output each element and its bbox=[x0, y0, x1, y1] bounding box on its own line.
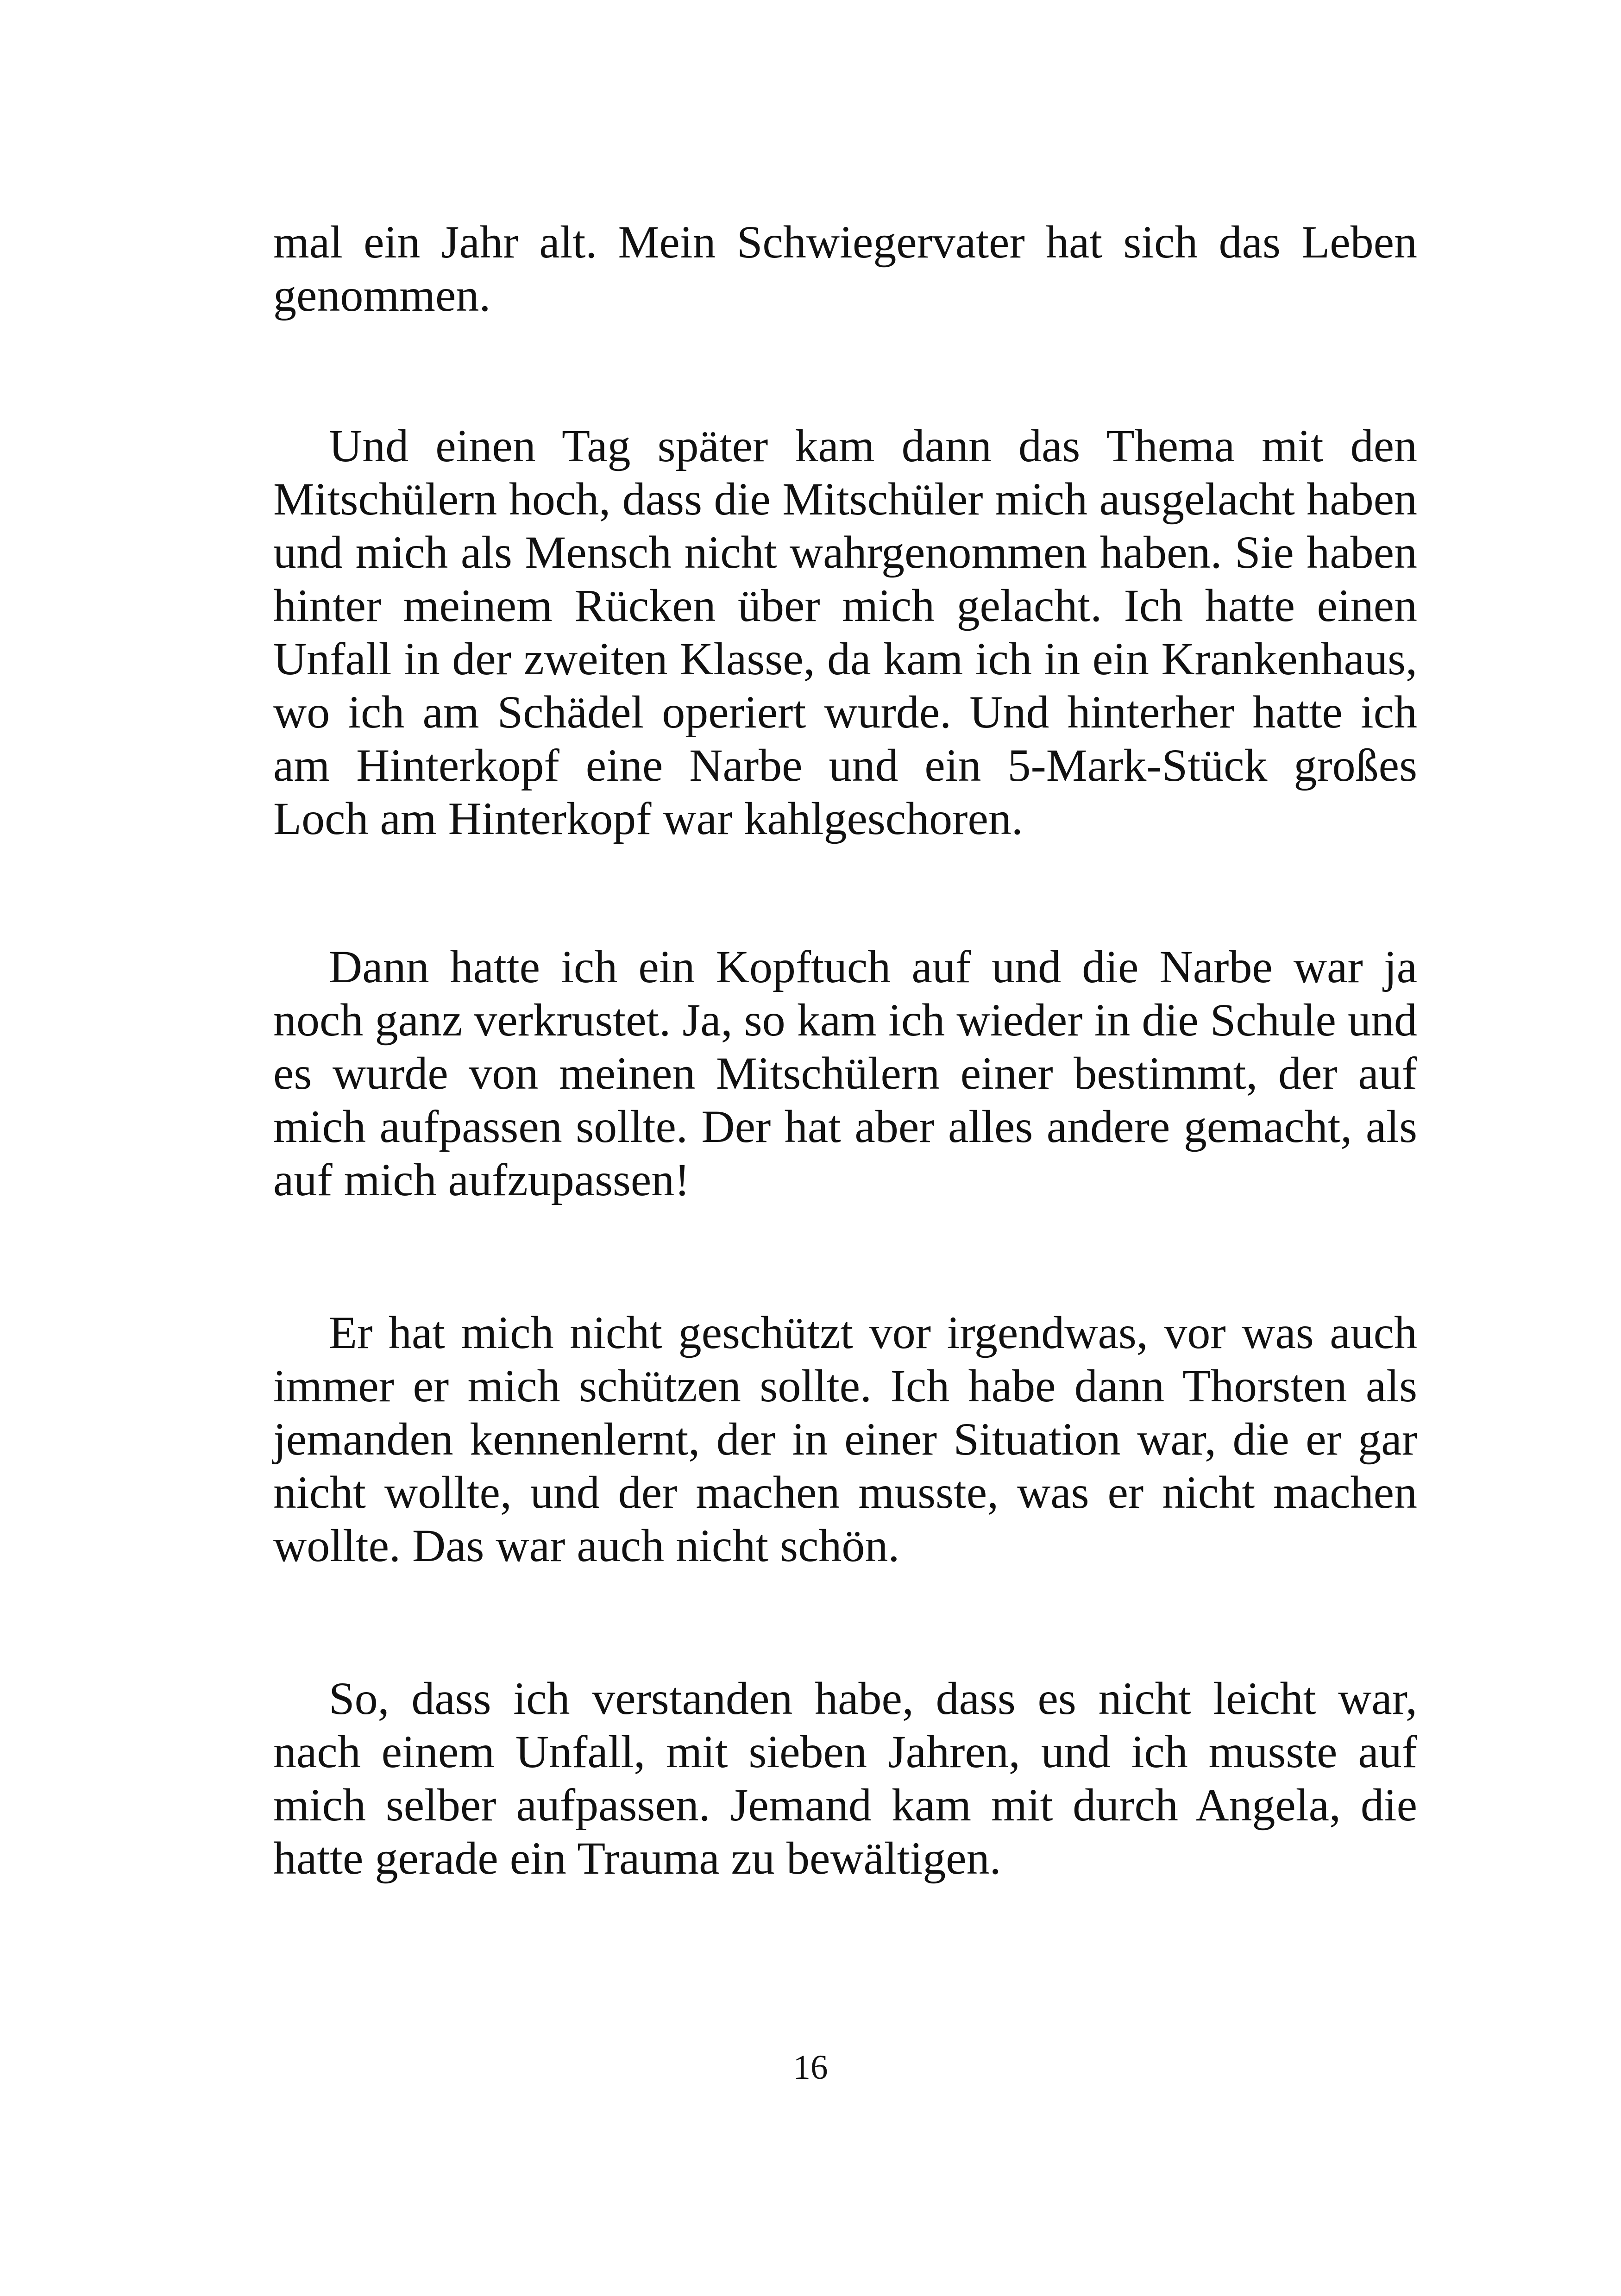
paragraph: So, dass ich verstanden habe, dass es nicht leicht war, nach einem Unfall, mit sieben Jahren, und ich musste auf mich selber aufpassen. Jemand kam mit durch Angela, die hatte gerade ein Trauma zu bewältigen. bbox=[273, 1673, 1417, 1884]
page-number: 16 bbox=[793, 2048, 828, 2087]
paragraph: Er hat mich nicht geschützt vor irgendwas, vor was auch immer er mich schützen sollte. Ich habe dann Thorsten als jemanden kennenlernt, der in einer Situation war, die er gar nicht wollte, und der machen musste, was er nicht machen wollte. Das war auch nicht schön. bbox=[273, 1307, 1417, 1571]
paragraph-continued: mal ein Jahr alt. Mein Schwiegervater hat sich das Leben genommen. bbox=[273, 216, 1417, 321]
paragraph: Dann hatte ich ein Kopftuch auf und die Narbe war ja noch ganz verkrustet. Ja, so kam ich wieder in die Schule und es wurde von meinen Mitschülern einer bestimmt, der auf mich aufpassen sollte. Der hat aber alles andere gemacht, als auf mich aufzupassen! bbox=[273, 941, 1417, 1205]
paragraph: Und einen Tag später kam dann das Thema mit den Mitschülern hoch, dass die Mitschüler mich ausgelacht haben und mich als Mensch nicht wahrgenommen haben. Sie haben hinter meinem Rücken über mich gelacht. Ich hatte einen Unfall in der zweiten Klasse, da kam ich in ein Krankenhaus, wo ich am Schädel operiert wurde. Und hinterher hatte ich am Hinterkopf eine Narbe und ein 5-Mark-Stück großes Loch am Hinterkopf war kahlgeschoren. bbox=[273, 420, 1417, 844]
